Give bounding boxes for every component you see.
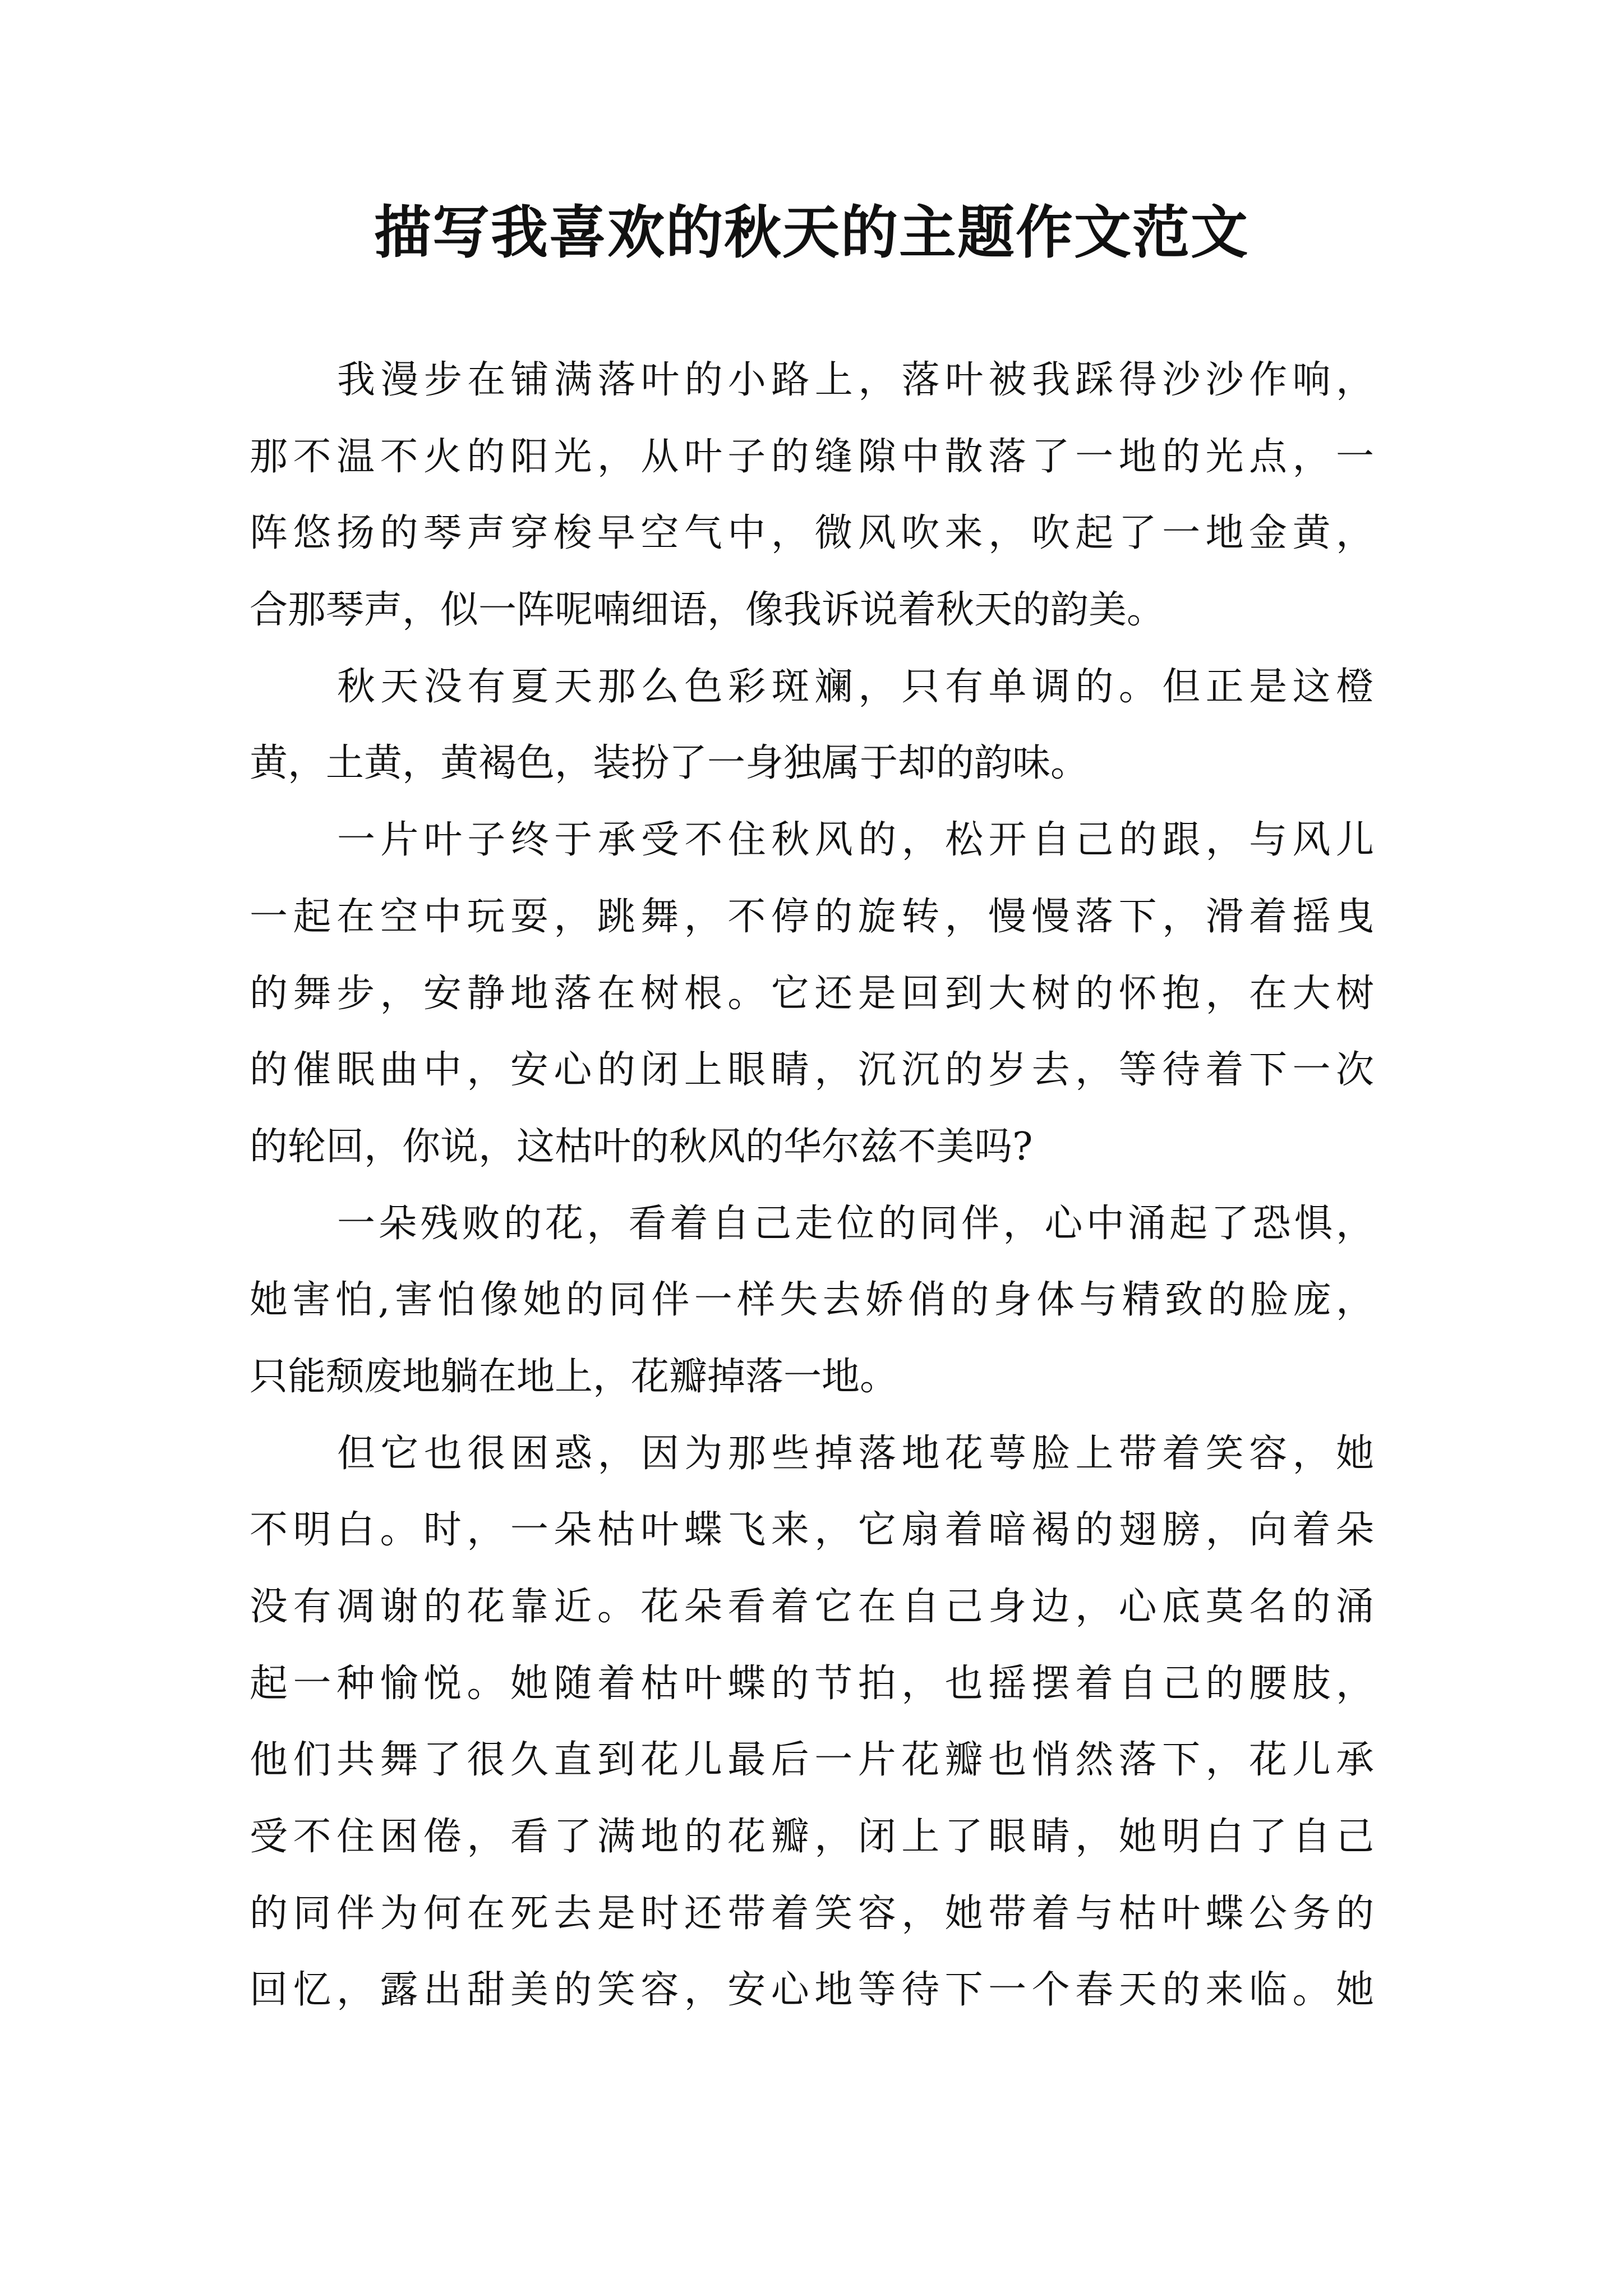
paragraph-3 xyxy=(250,802,1374,1185)
text-line: 受不住困倦，看了满地的花瓣，闭上了眼睛，她明白了自己 xyxy=(250,1815,1374,1860)
text-line: 一朵残败的花，看着自己走位的同伴，心中涌起了恐惧， xyxy=(337,1201,1374,1246)
text-line: 合那琴声，似一阵呢喃细语，像我诉说着秋天的韵美。 xyxy=(250,588,1165,633)
text-line: 回忆，露出甜美的笑容，安心地等待下一个春天的来临。她 xyxy=(250,1968,1374,2013)
paragraph-2 xyxy=(250,649,1374,802)
text-line: 黄，土黄，黄褐色，装扮了一身独属于却的韵味。 xyxy=(250,741,1089,786)
text-line: 一起在空中玩耍，跳舞，不停的旋转，慢慢落下，滑着摇曳 xyxy=(250,894,1374,939)
paragraph-5 xyxy=(250,1416,1374,2030)
document-body xyxy=(250,342,1374,2029)
text-line: 阵悠扬的琴声穿梭早空气中，微风吹来，吹起了一地金黄， xyxy=(250,511,1374,556)
text-line: 我漫步在铺满落叶的小路上，落叶被我踩得沙沙作响， xyxy=(337,358,1374,402)
text-line: 起一种愉悦。她随着枯叶蝶的节拍，也摇摆着自己的腰肢， xyxy=(250,1661,1374,1706)
text-line: 但它也很困惑，因为那些掉落地花萼脸上带着笑容，她 xyxy=(337,1431,1374,1476)
text-line: 她害怕,害怕像她的同伴一样失去娇俏的身体与精致的脸庞， xyxy=(250,1278,1374,1323)
text-line: 的催眠曲中，安心的闭上眼睛，沉沉的岁去，等待着下一次 xyxy=(250,1048,1374,1093)
text-line: 的舞步，安静地落在树根。它还是回到大树的怀抱，在大树 xyxy=(250,971,1374,1016)
paragraph-4 xyxy=(250,1186,1374,1416)
text-line: 不明白。时，一朵枯叶蝶飞来，它扇着暗褐的翅膀，向着朵 xyxy=(250,1508,1374,1553)
text-line: 他们共舞了很久直到花儿最后一片花瓣也悄然落下，花儿承 xyxy=(250,1738,1374,1783)
document-title: 描写我喜欢的秋天的主题作文范文 xyxy=(374,199,1249,266)
text-line: 一片叶子终于承受不住秋风的，松开自己的跟，与风儿 xyxy=(337,818,1374,863)
text-line: 那不温不火的阳光，从叶子的缝隙中散落了一地的光点，一 xyxy=(250,434,1374,479)
text-line: 的轮回，你说，这枯叶的秋风的华尔兹不美吗? xyxy=(250,1124,1033,1169)
paragraph-1 xyxy=(250,342,1374,649)
text-line: 的同伴为何在死去是时还带着笑容，她带着与枯叶蝶公务的 xyxy=(250,1891,1374,1936)
text-line: 秋天没有夏天那么色彩斑斓，只有单调的。但正是这橙 xyxy=(337,664,1374,709)
text-line: 没有凋谢的花靠近。花朵看着它在自己身边，心底莫名的涌 xyxy=(250,1585,1374,1629)
text-line: 只能颓废地躺在地上，花瓣掉落一地。 xyxy=(250,1354,898,1399)
